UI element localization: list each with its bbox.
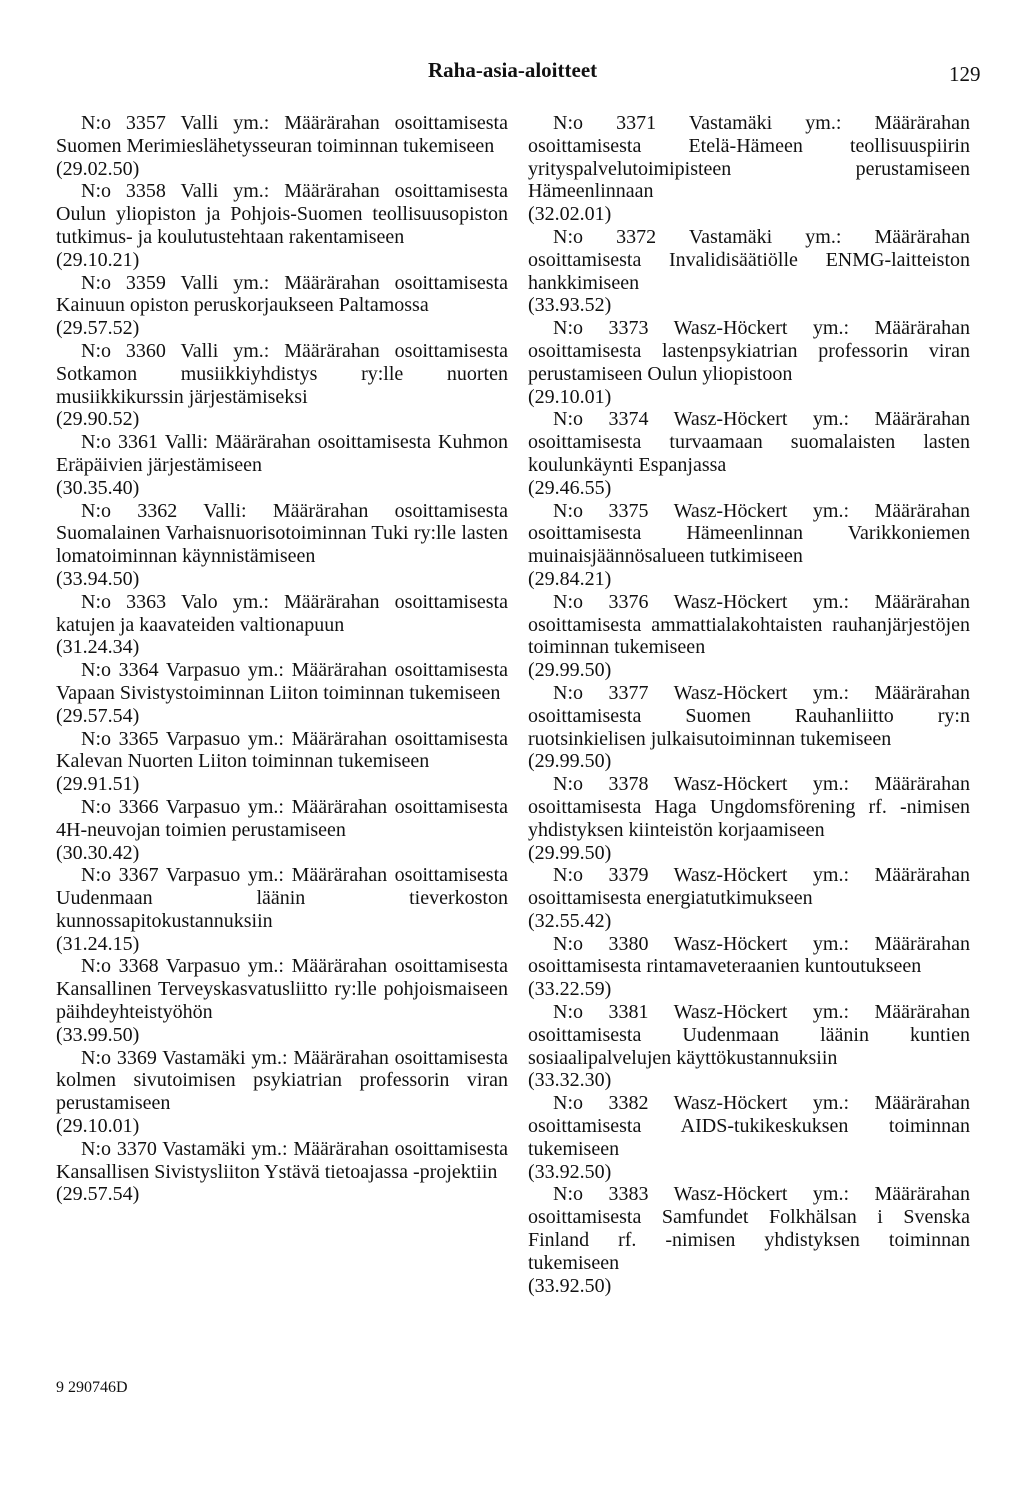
entry-text: N:o 3359 Valli ym.: Määrärahan osoittamisesta Kainuun opiston peruskorjaukseen Paltamossa (56, 271, 508, 317)
list-item (56, 659, 508, 727)
entry-text: N:o 3364 Varpasuo ym.: Määrärahan osoittamisesta Vapaan Sivistystoiminnan Liiton toiminnan tukemiseen (56, 659, 508, 704)
list-item (56, 272, 508, 340)
budget-code: (33.93.52) (528, 294, 612, 317)
entry-text: N:o 3379 Wasz-Höckert ym.: Määrärahan osoittamisesta energiatutkimukseen (528, 864, 970, 910)
list-item (528, 112, 970, 226)
entry-text: N:o 3360 Valli ym.: Määrärahan osoittamisesta Sotkamon musiikkiyhdistys ry:lle nuorten musiikkikurssin järjestämiseksi (56, 339, 508, 408)
list-item (528, 864, 970, 932)
budget-code: (33.99.50) (56, 1023, 140, 1046)
list-item (56, 180, 508, 271)
list-item (56, 591, 508, 659)
list-item (528, 1092, 970, 1183)
budget-code: (29.46.55) (528, 476, 612, 499)
budget-code: (31.24.15) (56, 932, 140, 955)
budget-code: (29.84.21) (528, 567, 612, 590)
list-item (528, 1183, 970, 1297)
list-item (528, 933, 970, 1001)
list-item (56, 500, 508, 591)
entry-text: N:o 3376 Wasz-Höckert ym.: Määrärahan osoittamisesta ammattialakohtaisten rauhanjärjestöjen toiminnan tukemiseen (528, 590, 970, 659)
entry-text: N:o 3362 Valli: Määrärahan osoittamisesta Suomalainen Varhaisnuorisotoiminnan Tuki ry:lle lasten lomatoiminnan käynnistämiseen (56, 499, 508, 568)
list-item (56, 864, 508, 955)
list-item (528, 500, 970, 591)
budget-code: (31.24.34) (56, 636, 140, 659)
budget-code: (33.22.59) (528, 978, 612, 1001)
budget-code: (29.10.01) (528, 385, 612, 408)
list-item (528, 773, 970, 864)
entry-text: N:o 3373 Wasz-Höckert ym.: Määrärahan osoittamisesta lastenpsykiatrian professorin viran perustamiseen Oulun yliopistoon (528, 317, 970, 385)
budget-code: (30.30.42) (56, 841, 140, 864)
footer-signature-mark: 9 290746D (56, 1379, 128, 1396)
budget-code: (32.02.01) (528, 203, 612, 226)
entry-text: N:o 3374 Wasz-Höckert ym.: Määrärahan osoittamisesta turvaamaan suomalaisten lasten koulunkäynti Espanjassa (528, 408, 970, 476)
entry-text: N:o 3380 Wasz-Höckert ym.: Määrärahan osoittamisesta rintamaveteraanien kuntoutukseen (528, 932, 970, 978)
entry-text: N:o 3383 Wasz-Höckert ym.: Määrärahan osoittamisesta Samfundet Folkhälsan i Svenska Finland rf. -nimisen yhdistyksen toiminnan tukemiseen (528, 1183, 970, 1274)
budget-code: (29.02.50) (56, 157, 140, 180)
budget-code: (29.57.54) (56, 704, 140, 727)
budget-code: (30.35.40) (56, 476, 140, 499)
list-item (56, 796, 508, 864)
budget-code: (29.10.21) (56, 248, 140, 271)
list-item (528, 1001, 970, 1092)
entry-text: N:o 3378 Wasz-Höckert ym.: Määrärahan osoittamisesta Haga Ungdomsförening rf. -nimisen yhdistyksen kiinteistön korjaamiseen (528, 773, 970, 841)
entry-text: N:o 3367 Varpasuo ym.: Määrärahan osoittamisesta Uudenmaan läänin tieverkoston kunnossapitokustannuksiin (56, 864, 508, 932)
budget-code: (29.99.50) (528, 750, 612, 773)
entry-text: N:o 3381 Wasz-Höckert ym.: Määrärahan osoittamisesta Uudenmaan läänin kuntien sosiaalipalvelujen käyttökustannuksiin (528, 1001, 970, 1069)
budget-code: (29.10.01) (56, 1115, 140, 1138)
budget-code: (29.99.50) (528, 841, 612, 864)
entry-text: N:o 3361 Valli: Määrärahan osoittamisesta Kuhmon Eräpäivien järjestämiseen (56, 431, 508, 476)
left-column (56, 112, 508, 1206)
entry-text: N:o 3382 Wasz-Höckert ym.: Määrärahan osoittamisesta AIDS-tukikeskuksen toiminnan tukemiseen (528, 1092, 970, 1160)
entry-text: N:o 3375 Wasz-Höckert ym.: Määrärahan osoittamisesta Hämeenlinnan Varikkoniemen muinaisjäännösalueen tutkimiseen (528, 499, 970, 568)
list-item (56, 112, 508, 180)
budget-code: (32.55.42) (528, 909, 612, 932)
page-number: 129 (949, 62, 981, 86)
entry-text: N:o 3368 Varpasuo ym.: Määrärahan osoittamisesta Kansallinen Terveyskasvatusliitto ry:lle pohjoismaiseen päihdeyhteistyöhön (56, 955, 508, 1024)
entry-text: N:o 3371 Vastamäki ym.: Määrärahan osoittamisesta Etelä-Hämeen teollisuuspiirin yrityspalvelutoimipisteen perustamiseen Hämeenlinnaan (528, 112, 970, 203)
list-item (528, 408, 970, 499)
entry-text: N:o 3363 Valo ym.: Määrärahan osoittamisesta katujen ja kaavateiden valtionapuun (56, 590, 508, 636)
entry-text: N:o 3358 Valli ym.: Määrärahan osoittamisesta Oulun yliopiston ja Pohjois-Suomen teollisuusopiston tutkimus- ja koulutustehtaan rakentamiseen (56, 180, 508, 248)
list-item (56, 955, 508, 1046)
entry-text: N:o 3372 Vastamäki ym.: Määrärahan osoittamisesta Invalidisäätiölle ENMG-laitteiston hankkimiseen (528, 225, 970, 294)
budget-code: (29.57.52) (56, 317, 140, 340)
budget-code: (29.99.50) (528, 659, 612, 682)
budget-code: (33.32.30) (528, 1069, 612, 1092)
entry-text: N:o 3366 Varpasuo ym.: Määrärahan osoittamisesta 4H-neuvojan toimien perustamiseen (56, 795, 508, 841)
budget-code: (33.92.50) (528, 1274, 612, 1297)
entry-text: N:o 3370 Vastamäki ym.: Määrärahan osoittamisesta Kansallisen Sivistysliiton Ystävä tietoajassa -projektiin (56, 1137, 508, 1183)
entry-text: N:o 3357 Valli ym.: Määrärahan osoittamisesta Suomen Merimieslähetysseuran toiminnan tukemiseen (56, 112, 508, 157)
budget-code: (29.91.51) (56, 773, 140, 796)
list-item (56, 1047, 508, 1138)
list-item (56, 1138, 508, 1206)
budget-code: (29.57.54) (56, 1183, 140, 1206)
list-item (528, 591, 970, 682)
budget-code: (33.92.50) (528, 1160, 612, 1183)
entry-text: N:o 3365 Varpasuo ym.: Määrärahan osoittamisesta Kalevan Nuorten Liiton toiminnan tukemiseen (56, 727, 508, 773)
running-title: Raha-asia-aloitteet (428, 58, 598, 82)
entry-text: N:o 3369 Vastamäki ym.: Määrärahan osoittamisesta kolmen sivutoimisen psykiatrian professorin viran perustamiseen (56, 1046, 508, 1115)
list-item (56, 340, 508, 431)
list-item (528, 317, 970, 408)
list-item (56, 728, 508, 796)
budget-code: (33.94.50) (56, 567, 140, 590)
entry-text: N:o 3377 Wasz-Höckert ym.: Määrärahan osoittamisesta Suomen Rauhanliitto ry:n ruotsinkielisen julkaisutoiminnan tukemiseen (528, 681, 970, 750)
budget-code: (29.90.52) (56, 408, 140, 431)
list-item (528, 226, 970, 317)
list-item (56, 431, 508, 499)
page-header (0, 58, 1024, 88)
list-item (528, 682, 970, 773)
right-column (528, 112, 970, 1297)
